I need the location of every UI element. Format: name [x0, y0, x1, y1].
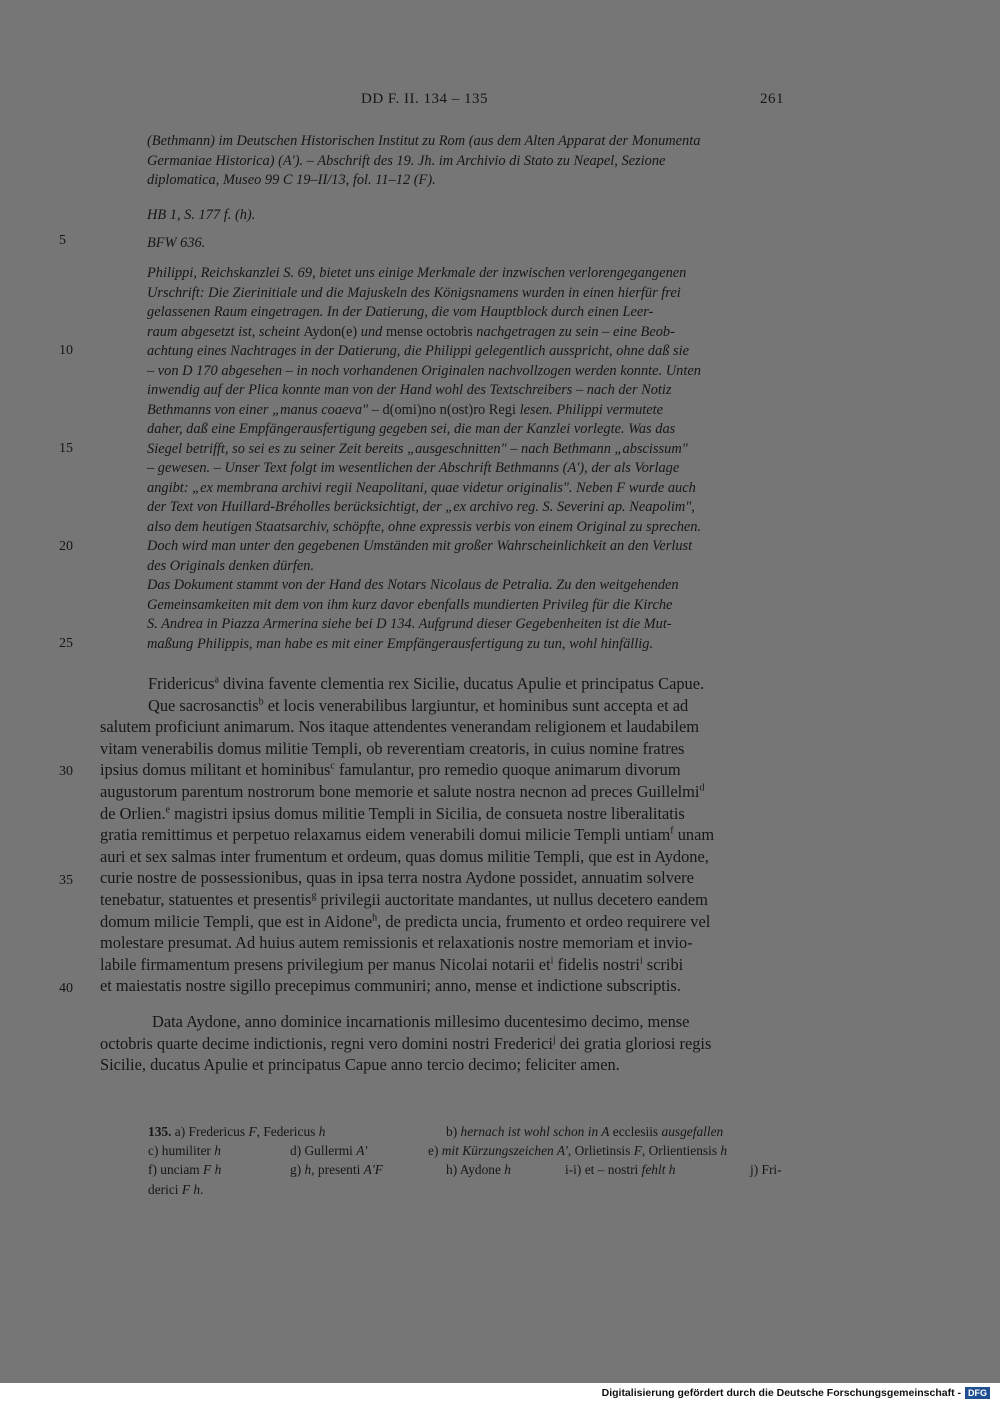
commentary-line: – von D 170 abgesehen – in noch vorhandenen Originalen nachvollzogen werden konnte. Unten	[147, 362, 701, 379]
apparatus-note: h) Aydone h	[446, 1162, 511, 1177]
commentary-line: Gemeinsamkeiten mit dem von ihm kurz davor ebenfalls mundierten Privileg für die Kirche	[147, 596, 673, 613]
text-line: et maiestatis nostre sigillo precepimus communiri; anno, mense et indictione subscriptis.	[100, 976, 681, 996]
page-number: 261	[760, 91, 784, 107]
line-number: 10	[59, 343, 73, 358]
commentary-line: Germaniae Historica) (A'). – Abschrift des 19. Jh. im Archivio di Stato zu Neapel, Sezione	[147, 152, 666, 169]
apparatus-note: g) h, presenti A'F	[290, 1162, 383, 1177]
text-line: labile firmamentum presens privilegium per manus Nicolai notarii $et^i$ fidelis nostri$^i$ scribi	[100, 954, 684, 974]
apparatus-line: 135. a) Fredericus F, Federicus h	[148, 1124, 326, 1139]
text-line: gratia remittimus et perpetuo relaxamus eidem venerabili domui milicie Templi untiam$^f$ unam	[100, 825, 715, 845]
commentary-line: angibt: „ex membrana archivi regii Neapolitani, quae videtur originalis". Neben F wurde auch	[147, 479, 696, 496]
commentary-line: Bethmanns von einer „manus coaeva" – d(omi)no n(ost)ro Regi lesen. Philippi vermutete	[147, 401, 664, 418]
text-line: Data Aydone, anno dominice incarnationis millesimo ducentesimo decimo, mense	[152, 1012, 690, 1031]
line-number: 25	[59, 636, 73, 651]
text-line: tenebatur, statuentes et presentis$^g$ privilegii auctoritate mandantes, ut nullus decetero eandem	[100, 889, 708, 909]
apparatus-note: derici F h.	[148, 1182, 204, 1197]
commentary-line: Urschrift: Die Zierinitiale und die Majuskeln des Königsnamens wurden in einen hierfür frei	[147, 284, 681, 301]
commentary-line: des Originals denken dürfen.	[147, 557, 315, 574]
text-line: salutem proficiunt animarum. Nos itaque attendentes venerandam religionem et laudabilem	[100, 717, 699, 737]
apparatus-note: b) hernach ist wohl schon in A ecclesiis ausgefallen	[446, 1124, 724, 1139]
line-number: 35	[59, 873, 73, 888]
commentary-line: BFW 636.	[147, 235, 206, 251]
commentary-line: Doch wird man unter den gegebenen Umständen mit großer Wahrscheinlichkeit an den Verlust	[147, 538, 693, 554]
commentary-line: Das Dokument stammt von der Hand des Notars Nicolaus de Petralia. Zu den weitgehenden	[147, 577, 679, 593]
commentary-line: gelassenen Raum eingetragen. In der Datierung, die vom Hauptblock durch einen Leer-	[147, 304, 654, 320]
commentary-line: HB 1, S. 177 f. (h).	[147, 207, 256, 223]
commentary-line: S. Andrea in Piazza Armerina siehe bei D 134. Aufgrund dieser Gegebenheiten ist die Mut-	[147, 616, 672, 632]
commentary-block	[147, 264, 791, 654]
apparatus-note: i-i) et – nostri fehlt h	[565, 1162, 676, 1177]
line-number: 5	[59, 233, 66, 248]
text-line: ipsius domus militant et hominibus$^c$ famulantur, pro remedio quoque animarum divorum	[100, 760, 681, 780]
text-line: domum milicie Templi, que est in Aidone$^h$, de predicta uncia, frumento et ordeo requirere vel	[100, 911, 711, 931]
text-line: vitam venerabilis domus militie Templi, ob reverentiam creatoris, in cuius nomine fratres	[100, 738, 685, 758]
commentary-line: achtung eines Nachtrages in der Datierung, die Philippi gelegentlich ausspricht, ohne daß sie	[147, 343, 689, 359]
commentary-line: maßung Philippis, man habe es mit einer Empfängerausfertigung zu tun, wohl hinfällig.	[147, 635, 654, 652]
apparatus-note: d) Gullermi A'	[290, 1143, 368, 1158]
dfg-logo: DFG	[965, 1387, 990, 1399]
apparatus-note: e) mit Kürzungszeichen A', Orlietinsis F, Orlientiensis h	[428, 1143, 728, 1158]
text-line: curie nostre de possessionibus, quas in ipsa terra nostra Aydone possidet, annuatim solvere	[100, 868, 694, 888]
commentary-line: der Text von Huillard-Bréholles berücksichtigt, der „ex archivo reg. S. Severini ap. Neapolim",	[147, 499, 695, 515]
commentary-line: – gewesen. – Unser Text folgt im wesentlichen der Abschrift Bethmanns (A'), der als Vorlage	[147, 460, 680, 476]
apparatus-note: c) humiliter h	[148, 1143, 221, 1158]
text-line: Sicilie, ducatus Apulie et principatus Capue anno tercio decimo; feliciter amen.	[100, 1055, 620, 1075]
text-line: Fridericus$^a$ divina favente clementia rex Sicilie, ducatus Apulie et principatus Capue.	[148, 674, 705, 693]
dating-clause	[100, 1011, 792, 1076]
commentary-line: diplomatica, Museo 99 C 19–II/13, fol. 11–12 (F).	[147, 172, 436, 188]
charter-text	[100, 673, 792, 997]
running-header-title: DD F. II. 134 – 135	[361, 91, 489, 107]
text-line: octobris quarte decime indictionis, regni vero domini nostri Frederici$^j$ dei gratia gloriosi regis	[100, 1033, 712, 1053]
commentary-line: Philippi, Reichskanzlei S. 69, bietet uns einige Merkmale der inzwischen verlorengegangenen	[147, 265, 687, 281]
apparatus-number: 135.	[148, 1124, 172, 1139]
digitization-credit	[602, 1387, 990, 1399]
commentary-block	[147, 132, 791, 191]
commentary-line: also dem heutigen Staatsarchiv, schöpfte, ohne expressis verbis von einem Original zu sprechen.	[147, 518, 702, 535]
line-number: 15	[59, 441, 73, 456]
text-line: de Orlien.$^e$ magistri ipsius domus militie Templi in Sicilia, de consueta nostre liberalitatis	[100, 803, 685, 823]
apparatus-note: j) Fri-	[750, 1162, 782, 1177]
text-line: Que sacrosanctis$^b$ et locis venerabilibus largiuntur, et hominibus sunt accepta et ad	[148, 695, 689, 715]
text-line: augustorum parentum nostrorum bone memorie et salute nostra necnon ad preces Guillelmi$^d$	[100, 781, 705, 801]
line-number: 30	[59, 764, 73, 779]
credit-text: Digitalisierung gefördert durch die Deutsche Forschungsgemeinschaft -	[601, 1387, 961, 1399]
commentary-line: inwendig auf der Plica konnte man von der Hand wohl des Textschreibers – nach der Notiz	[147, 382, 672, 398]
commentary-line: Siegel betrifft, so sei es zu seiner Zeit bereits „ausgeschnitten" – nach Bethmann „abscissum"	[147, 440, 688, 457]
text-line: auri et sex salmas inter frumentum et ordeum, quas domus militie Templi, que est in Aydone,	[100, 846, 709, 866]
line-number: 40	[59, 981, 73, 996]
commentary-line: (Bethmann) im Deutschen Historischen Institut zu Rom (aus dem Alten Apparat der Monumenta	[147, 133, 701, 149]
line-number: 20	[59, 539, 73, 554]
apparatus-note: f) unciam F h	[148, 1162, 222, 1177]
commentary-line: daher, daß eine Empfängerausfertigung gegeben sei, die man der Kanzlei vorlegte. Was das	[147, 421, 676, 437]
text-line: molestare presumat. Ad huius autem remissionis et relaxationis nostre memoriam et invio-	[100, 933, 693, 953]
commentary-line: raum abgesetzt ist, scheint Aydon(e) und mense octobris nachgetragen zu sein – eine Beob-	[147, 323, 675, 340]
